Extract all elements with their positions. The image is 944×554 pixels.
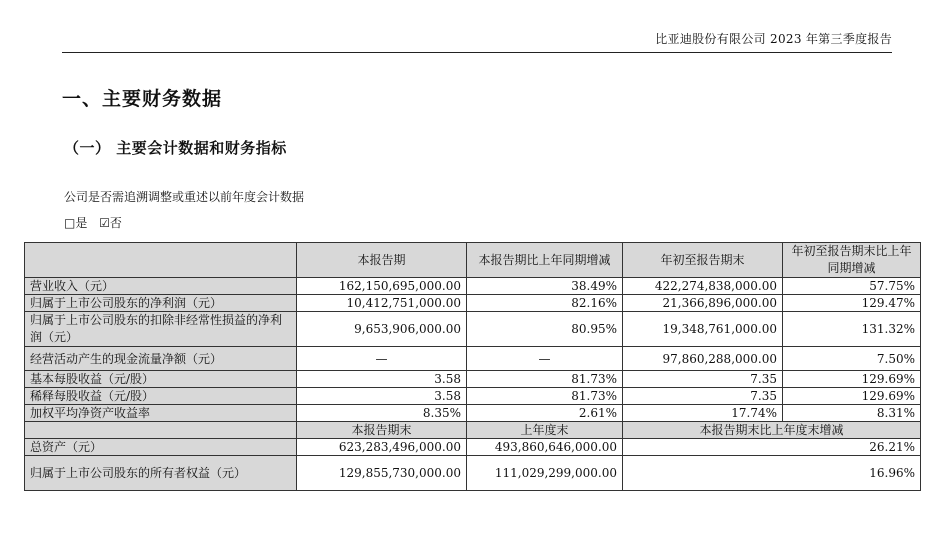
restatement-options <box>64 214 130 231</box>
table-row <box>25 295 921 312</box>
header-cell-blank <box>25 243 297 278</box>
option-no-checkbox: ☑否 <box>99 216 122 230</box>
subheader-period-end: 本报告期末 <box>297 422 467 439</box>
cell-value: 162,150,695,000.00 <box>297 278 467 295</box>
header-cell-ytd: 年初至报告期末 <box>623 243 783 278</box>
table-row <box>25 405 921 422</box>
table-row <box>25 388 921 405</box>
cell-value: 3.58 <box>297 388 467 405</box>
cell-value: 129.69% <box>783 371 921 388</box>
cell-value: 7.50% <box>783 347 921 371</box>
cell-value: 26.21% <box>623 439 921 456</box>
cell-value: 19,348,761,000.00 <box>623 312 783 347</box>
cell-value: 9,653,906,000.00 <box>297 312 467 347</box>
subheader-blank <box>25 422 297 439</box>
cell-value: 131.32% <box>783 312 921 347</box>
cell-value: 10,412,751,000.00 <box>297 295 467 312</box>
cell-value: 8.35% <box>297 405 467 422</box>
cell-value: 7.35 <box>623 388 783 405</box>
cell-value: 57.75% <box>783 278 921 295</box>
header-cell-current-period: 本报告期 <box>297 243 467 278</box>
header-cell-period-change: 本报告期比上年同期增减 <box>467 243 623 278</box>
table-row <box>25 347 921 371</box>
row-label: 营业收入（元） <box>25 278 297 295</box>
cell-value: 97,860,288,000.00 <box>623 347 783 371</box>
cell-value: 623,283,496,000.00 <box>297 439 467 456</box>
row-label: 稀释每股收益（元/股） <box>25 388 297 405</box>
cell-value: 21,366,896,000.00 <box>623 295 783 312</box>
cell-value: 2.61% <box>467 405 623 422</box>
option-yes-checkbox: □是 <box>64 216 88 230</box>
subheader-change: 本报告期末比上年度末增减 <box>623 422 921 439</box>
subheader-prior-year-end: 上年度末 <box>467 422 623 439</box>
cell-value: 81.73% <box>467 388 623 405</box>
restatement-question: 公司是否需追溯调整或重述以前年度会计数据 <box>64 190 305 204</box>
table-subheader-row <box>25 422 921 439</box>
header-divider <box>62 52 892 53</box>
table-row <box>25 312 921 347</box>
cell-value: 82.16% <box>467 295 623 312</box>
table-header-row <box>25 243 921 278</box>
header-cell-ytd-change: 年初至报告期末比上年同期增减 <box>783 243 921 278</box>
cell-value: 7.35 <box>623 371 783 388</box>
cell-value: 8.31% <box>783 405 921 422</box>
cell-value: 129.69% <box>783 388 921 405</box>
table-row <box>25 371 921 388</box>
cell-value: 17.74% <box>623 405 783 422</box>
section-title: 一、主要财务数据 <box>62 88 223 110</box>
cell-value: 422,274,838,000.00 <box>623 278 783 295</box>
row-label: 归属于上市公司股东的扣除非经常性损益的净利润（元） <box>25 312 297 347</box>
financial-data-table <box>24 242 921 491</box>
cell-value: 111,029,299,000.00 <box>467 456 623 491</box>
table-row <box>25 278 921 295</box>
cell-value: 16.96% <box>623 456 921 491</box>
row-label: 归属于上市公司股东的净利润（元） <box>25 295 297 312</box>
cell-value: — <box>467 347 623 371</box>
cell-value: 81.73% <box>467 371 623 388</box>
table-row <box>25 439 921 456</box>
cell-value: 3.58 <box>297 371 467 388</box>
cell-value: 129.47% <box>783 295 921 312</box>
row-label: 加权平均净资产收益率 <box>25 405 297 422</box>
row-label: 基本每股收益（元/股） <box>25 371 297 388</box>
cell-value: — <box>297 347 467 371</box>
report-header-title: 比亚迪股份有限公司 2023 年第三季度报告 <box>655 32 892 46</box>
row-label: 归属于上市公司股东的所有者权益（元） <box>25 456 297 491</box>
cell-value: 493,860,646,000.00 <box>467 439 623 456</box>
cell-value: 38.49% <box>467 278 623 295</box>
table-row <box>25 456 921 491</box>
cell-value: 80.95% <box>467 312 623 347</box>
subsection-title: （一） 主要会计数据和财务指标 <box>64 139 287 157</box>
row-label: 总资产（元） <box>25 439 297 456</box>
cell-value: 129,855,730,000.00 <box>297 456 467 491</box>
row-label: 经营活动产生的现金流量净额（元） <box>25 347 297 371</box>
